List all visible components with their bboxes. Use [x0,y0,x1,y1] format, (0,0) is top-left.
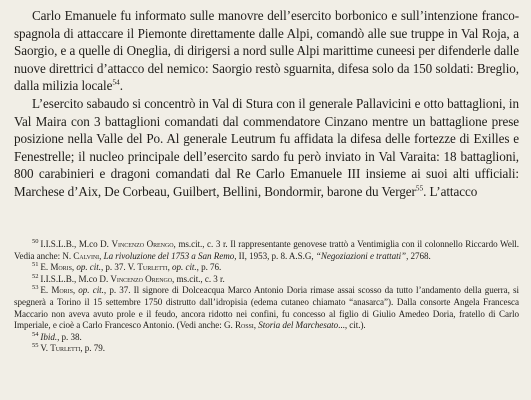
footnote-number: 50 [32,237,39,245]
footnote-text: , p. 37. V. [100,262,138,273]
work-title: op. cit. [172,262,197,273]
footnote-text: , [99,250,104,261]
footnote-text: I.I.S.L.B., M.co D. [40,239,112,249]
footnote-text: E. [40,262,51,273]
footnote-text: I.I.S.L.B., M.co D. [40,273,111,284]
footnote-number: 52 [32,272,39,280]
footnote-text: , [167,262,173,273]
author-name: Vincenzo Orengo [110,273,173,284]
footnote-ref-55[interactable]: 55 [415,183,424,193]
footnote-55 [14,343,519,355]
footnote-53 [14,285,519,331]
footnote-text: , ms.cit., c. 3 r. [172,273,225,284]
paragraph-1-tail: . [119,78,123,94]
paragraph-2 [14,95,519,201]
footnote-number: 51 [32,261,39,269]
footnote-text: , ms.cit., c. 3 r. Il rappresentante genovese trattò a Ventimiglia con il colonnello Riccardo Well. Vedia anche: N. [14,239,520,261]
footnote-54 [14,332,519,344]
work-title: La rivoluzione del 1753 a San Remo [103,250,235,261]
author-name: Turletti [50,343,81,354]
paragraph-2-tail: . L’attacco [423,183,478,199]
footnote-50 [14,239,519,262]
paragraph-1-text: Carlo Emanuele fu informato sulle manovre dell’esercito borbonico e sull’intenzione franco-spagnola di attaccare il Piemonte direttamente dalle Alpi, comandò alle sue truppe in Val Roja, a Saorgio, e a quelle di Oneglia, di dirigersi a nord sulle Alpi marittime cuneesi per difenderle dalle nuove direttrici d’attacco del nemico: Saorgio restò sguarnita, difesa solo da 150 soldati: Breglio, dalla milizia locale [14,8,519,94]
footnote-text: , [72,285,79,296]
footnote-51 [14,262,519,274]
work-title: op. cit. [78,285,104,296]
footnote-text: , II, 1953, p. 8. A.S.G, [234,250,316,261]
work-title: Storia del Marchesato [258,320,339,331]
main-text [14,7,519,201]
footnote-text: , p. 79. [80,343,105,354]
footnote-52 [14,274,519,286]
footnotes [14,239,519,355]
footnote-text: E. [40,285,52,296]
footnote-number: 54 [32,330,39,338]
author-name: Moris [51,285,73,296]
paragraph-2-text: L’esercito sabaudo si concentrò in Val di Stura con il generale Pallavicini e otto battaglioni, in Val Maira con 3 battaglioni comandati dal commendatore Cinzano mentre un battaglione prese posizione nella Valle del Po. Al generale Leutrum fu affidata la difesa delle fortezze di Exilles e Fenestrelle; il nucleo principale dell’esercito sardo fu però inviato in Val Varaita: 18 battaglioni, 800 carabinieri e dragoni comandati dal Re Carlo Emanuele III insieme ai suoi alti ufficiali: Marchese d’Aix, De Corbeau, Guilbert, Bellini, Bondormir, barone du Verger [14,95,519,199]
author-name: Turletti [137,262,168,273]
author-name: Vincenzo Orengo [111,239,174,249]
footnote-text: , [71,262,77,273]
author-name: Moris [50,262,72,273]
work-title: “Negoziazioni e trattati” [315,250,407,261]
footnote-ref-54[interactable]: 54 [112,78,120,87]
footnote-text: , p. 37. Il signore di Dolceacqua Marco Antonio Doria rimase assai scosso da tutto l’andamento della guerra, si spegnerà a Torino il 15 settembre 1750 distrutto dall’idropisia (edema cutaneo chiamato “anasarca”). Dalla consorte Angela Francesca Maccario non aveva avuto prole e il feudo, ancora ridotto nei confini, fu concesso al figlio di Giulio Amedeo Doria, fratello di Carlo Imperiale, e cioè a Carlo Francesco Antonio. (Vedi anche: G. [14,285,520,331]
author-name: Calvini [73,250,100,261]
footnote-text: V. [40,343,51,354]
footnote-text: , p. 76. [196,262,222,273]
paragraph-1 [14,7,519,95]
footnote-text: ..., cit.). [338,320,366,331]
author-name: Rossi [234,320,254,331]
footnote-number: 53 [32,284,39,292]
footnote-text: , p. 38. [57,331,82,342]
footnote-number: 55 [32,342,39,350]
footnote-text: , [253,320,259,331]
footnote-text: , 2768. [406,250,431,261]
work-title: op. cit. [76,262,101,273]
work-title: Ibid. [40,331,58,342]
